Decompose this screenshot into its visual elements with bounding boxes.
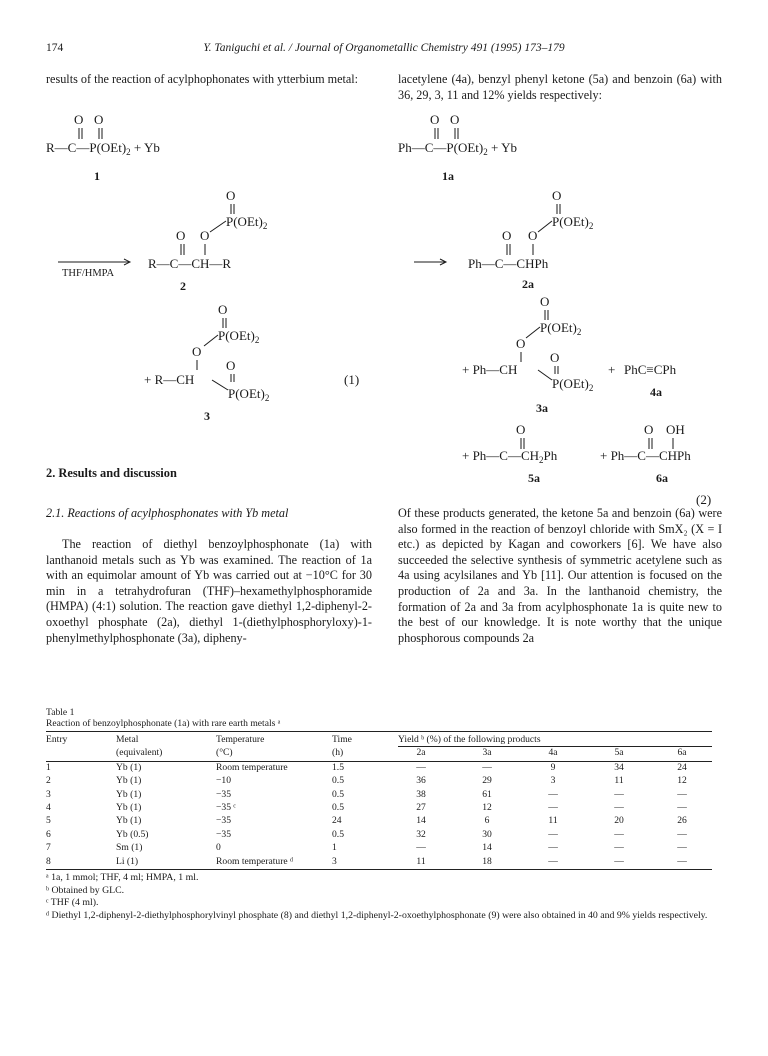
svg-text:O: O xyxy=(176,228,186,243)
table-row xyxy=(46,842,712,855)
svg-text:P(OEt)2: $P(OEt)_2$ xyxy=(218,328,260,345)
svg-text:P(OEt)2: $P(OEt)_2$ xyxy=(540,320,582,337)
footnote-a: ᵃ 1a, 1 mmol; THF, 4 ml; HMPA, 1 ml. xyxy=(46,871,199,883)
svg-text:O: O xyxy=(226,358,236,373)
table-cell: Yb (1) xyxy=(116,815,142,827)
running-title: Y. Taniguchi et al. / Journal of Organometallic Chemistry 491 (1995) 173–179 xyxy=(203,42,565,54)
table-cell: — xyxy=(416,842,426,854)
svg-text:O: O xyxy=(516,336,526,351)
table-row xyxy=(46,761,712,775)
svg-text:OH: OH xyxy=(666,422,685,437)
table-cell: — xyxy=(614,842,624,854)
table-cell: 6 xyxy=(484,815,490,827)
yield-table xyxy=(46,731,712,870)
reactant-1a-formula: $Ph—C—P(OEt)_2 + Yb$ xyxy=(398,140,517,157)
table-row xyxy=(46,815,712,828)
table-cell: — xyxy=(548,788,558,800)
svg-text:O: O xyxy=(550,350,560,365)
compound-label-5a: 5a xyxy=(528,471,540,485)
table-cell: — xyxy=(548,842,558,854)
compound-label-1: 1 xyxy=(94,169,100,183)
product-6a-formula: + Ph—C—CHPh xyxy=(600,448,691,463)
table-cell: — xyxy=(586,856,652,870)
table-cell: 0.5 xyxy=(332,788,344,800)
left-intro-text: results of the reaction of acylphophonates with ytterbium metal: xyxy=(46,72,359,86)
table-cell: — xyxy=(614,801,624,813)
svg-text:O: O xyxy=(540,294,550,309)
product-2-formula: R—C—CH—R xyxy=(148,256,232,271)
table-cell: 1.5 xyxy=(332,761,344,773)
table-cell: — xyxy=(482,761,492,773)
reaction-scheme-2 xyxy=(392,108,728,510)
compound-label-6a: 6a xyxy=(656,471,668,485)
table-cell: Room temperature xyxy=(216,761,288,773)
section-title: 2. Results and discussion xyxy=(46,466,177,480)
table-cell: 27 xyxy=(416,801,426,813)
svg-text:O: O xyxy=(200,228,210,243)
table-footnotes xyxy=(46,872,722,922)
svg-text:O: O xyxy=(192,344,202,359)
table-row xyxy=(46,789,712,802)
svg-text:P(OEt)2: $P(OEt)_2$ xyxy=(552,214,594,231)
table-cell: 24 xyxy=(677,761,687,773)
table-row xyxy=(46,829,712,842)
table-cell: Yb (1) xyxy=(116,775,142,787)
table-cell: Yb (1) xyxy=(116,788,142,800)
table-row xyxy=(46,856,712,870)
header-product-4a: 4a xyxy=(520,747,586,761)
table-cell: 0.5 xyxy=(332,828,344,840)
footnote-b: ᵇ Obtained by GLC. xyxy=(46,884,125,896)
product-3-formula: + R—CH xyxy=(144,372,195,387)
equation-number-1: (1) xyxy=(344,372,360,387)
header-time-sub: (h) xyxy=(332,747,388,761)
table-cell: 24 xyxy=(332,815,342,827)
svg-text:O: O xyxy=(430,112,440,127)
table-cell: 1 xyxy=(46,761,51,773)
table-cell: 1 xyxy=(332,842,337,854)
header-metal: Metal xyxy=(116,732,216,748)
table-cell: −35 xyxy=(216,815,232,827)
product-2a-formula: Ph—C—CHPh xyxy=(468,256,549,271)
table-cell: 11 xyxy=(614,775,624,787)
table-cell: 3 xyxy=(550,775,556,787)
reaction-scheme-1 xyxy=(40,108,380,426)
table-cell: Yb (1) xyxy=(116,801,142,813)
table-cell: 12 xyxy=(482,801,492,813)
table-cell: 2 xyxy=(46,775,51,787)
product-3a-formula: + Ph—CH xyxy=(462,362,518,377)
svg-text:P(OEt)2: $P(OEt)_2$ xyxy=(552,376,594,393)
table-cell: Room temperature ᵈ xyxy=(216,856,332,870)
table-cell: 18 xyxy=(454,856,520,870)
table-row xyxy=(46,775,712,788)
table-cell: 6 xyxy=(46,828,51,840)
table-cell: −35 ᶜ xyxy=(216,801,236,813)
header-product-6a: 6a xyxy=(652,747,712,761)
table-cell: — xyxy=(548,828,558,840)
table-cell: 3 xyxy=(46,788,51,800)
table-cell: 4 xyxy=(46,801,51,813)
table-cell: 7 xyxy=(46,842,51,854)
table-cell: — xyxy=(652,856,712,870)
svg-text:O: O xyxy=(644,422,654,437)
header-entry: Entry xyxy=(46,732,116,748)
table-cell: 34 xyxy=(614,761,624,773)
table-cell: 26 xyxy=(677,815,687,827)
product-4a-formula: PhC≡CPh xyxy=(624,362,677,377)
svg-text:O: O xyxy=(528,228,538,243)
table-cell: — xyxy=(677,801,687,813)
table-cell: — xyxy=(548,801,558,813)
header-metal-sub: (equivalent) xyxy=(116,747,216,761)
svg-text:O: O xyxy=(516,422,526,437)
svg-text:+: + xyxy=(608,362,616,377)
table-cell: 32 xyxy=(416,828,426,840)
table-cell: — xyxy=(677,842,687,854)
table-cell: 14 xyxy=(482,842,492,854)
table-cell: Li (1) xyxy=(116,856,216,870)
header-temperature: Temperature xyxy=(216,732,332,748)
svg-text:O: O xyxy=(502,228,512,243)
table-cell: Sm (1) xyxy=(116,842,143,854)
equation-number-2: (2) xyxy=(696,492,712,507)
table-cell: 9 xyxy=(550,761,556,773)
table-cell: 0.5 xyxy=(332,801,344,813)
header-product-2a: 2a xyxy=(388,747,454,761)
compound-label-2a: 2a xyxy=(522,277,534,291)
table-cell: −35 xyxy=(216,788,232,800)
svg-text:O: O xyxy=(552,188,562,203)
table-cell: — xyxy=(677,788,687,800)
svg-text:O: O xyxy=(450,112,460,127)
table-cell: 29 xyxy=(482,775,492,787)
svg-text:O: O xyxy=(218,302,228,317)
table-cell: 14 xyxy=(416,815,426,827)
header-yield: Yield ᵇ (%) of the following products xyxy=(388,732,712,748)
table-1 xyxy=(46,707,722,922)
table-cell: 5 xyxy=(46,815,51,827)
table-cell: 36 xyxy=(416,775,426,787)
compound-label-3a: 3a xyxy=(536,401,548,415)
left-body-paragraph: The reaction of diethyl benzoylphosphonate (1a) with lanthanoid metals such as Yb was examined. The reaction of 1a with an equimolar amount of Yb was carried out at −10°C for 30 min in a tetrahydrofuran (THF)–hexamethylphosphoramide (HMPA) (4:1) solution. The reaction gave diethyl 1,2-diphenyl-2-oxoethyl phosphate (2a), diethyl 1-(diethylphosphoryloxy)-1-phenylmethylphosphonate (3a), dipheny- xyxy=(46,537,372,645)
header-time: Time xyxy=(332,732,388,748)
compound-label-3: 3 xyxy=(204,409,210,423)
conditions-label: THF/HMPA xyxy=(62,268,115,279)
table-cell: 20 xyxy=(614,815,624,827)
svg-text:O: O xyxy=(94,112,104,127)
table-cell: 0 xyxy=(216,842,221,854)
page-number: 174 xyxy=(46,42,64,54)
compound-label-4a: 4a xyxy=(650,385,662,399)
svg-text:O: O xyxy=(74,112,84,127)
table-cell: Yb (1) xyxy=(116,761,142,773)
svg-text:O: O xyxy=(226,188,236,203)
table-cell: — xyxy=(520,856,586,870)
table-cell: — xyxy=(614,828,624,840)
footnote-c: ᶜ THF (4 ml). xyxy=(46,897,99,909)
compound-label-1a: 1a xyxy=(442,169,454,183)
footnote-d: ᵈ Diethyl 1,2-diphenyl-2-diethylphosphorylvinyl phosphate (8) and diethyl 1,2-diphenyl-2-oxoethylphosphonate (9) were also obtained in 40 and 9% yields respectively. xyxy=(46,909,708,921)
table-cell: 30 xyxy=(482,828,492,840)
subsection-title: 2.1. Reactions of acylphosphonates with Yb metal xyxy=(46,506,289,520)
table-cell: −35 xyxy=(216,828,232,840)
table-label: Table 1 xyxy=(46,707,75,718)
table-cell: — xyxy=(677,828,687,840)
svg-text:P(OEt)2: $P(OEt)_2$ xyxy=(228,386,270,403)
table-cell: — xyxy=(416,761,426,773)
table-row xyxy=(46,802,712,815)
table-cell: 38 xyxy=(416,788,426,800)
table-cell: — xyxy=(614,788,624,800)
table-cell: 12 xyxy=(677,775,687,787)
header-product-5a: 5a xyxy=(586,747,652,761)
header-temperature-sub: (°C) xyxy=(216,747,332,761)
table-cell: 11 xyxy=(548,815,558,827)
product-5a-formula: + $Ph—C—CH_2Ph$ xyxy=(462,448,558,465)
table-caption: Reaction of benzoylphosphonate (1a) with rare earth metals ᵃ xyxy=(46,718,281,729)
table-cell: Yb (0.5) xyxy=(116,828,149,840)
svg-text:P(OEt)2: $P(OEt)_2$ xyxy=(226,214,268,231)
header-product-3a: 3a xyxy=(454,747,520,761)
compound-label-2: 2 xyxy=(180,279,186,293)
right-body-paragraph: Of these products generated, the ketone 5a and benzoin (6a) were also formed in the reaction of benzoyl chloride with SmX₂ (X = I etc.) as depicted by Kagan and coworkers [6]. We have also succeeded the selective synthesis of symmetric acetylene such as 4a using acylsilanes and Yb [11]. Our attention is focused on the production of 2a and 3a. In the lanthanoid chemistry, the formation of 2a and 3a from acylphosphonate 1a is quite new to the best of our knowledge. It is note worthy that the unique phosphorous compounds 2a xyxy=(398,506,722,645)
table-cell: 3 xyxy=(332,856,388,870)
table-cell: 0.5 xyxy=(332,775,344,787)
table-cell: 11 xyxy=(388,856,454,870)
table-cell: 8 xyxy=(46,856,116,870)
table-cell: −10 xyxy=(216,775,232,787)
right-intro-text: lacetylene (4a), benzyl phenyl ketone (5a) and benzoin (6a) with 36, 29, 3, 11 and 12% yields respectively: xyxy=(398,72,722,102)
reactant-1-formula: $R—C—P(OEt)_2 + Yb$ xyxy=(46,140,160,157)
table-cell: 61 xyxy=(482,788,492,800)
